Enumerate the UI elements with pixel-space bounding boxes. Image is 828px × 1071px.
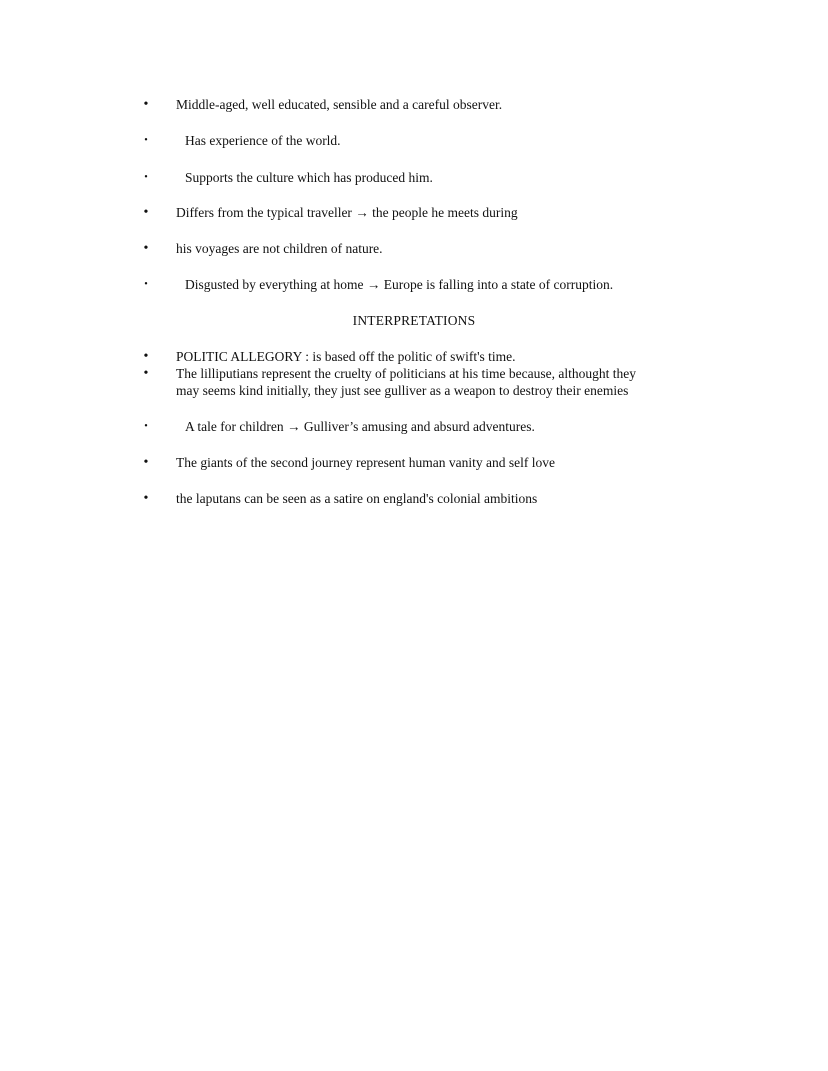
list-item-text: Supports the culture which has produced him. bbox=[185, 170, 433, 185]
list-item-text: may seems kind initially, they just see gulliver as a weapon to destroy their enemies bbox=[176, 383, 629, 398]
list-item bbox=[0, 96, 828, 114]
bullet: • bbox=[144, 421, 148, 432]
list-item-continuation bbox=[0, 382, 828, 400]
list-item bbox=[0, 418, 828, 436]
bullet: • bbox=[143, 366, 149, 381]
list-item-text: the laputans can be seen as a satire on england's colonial ambitions bbox=[176, 491, 538, 506]
section-heading: INTERPRETATIONS bbox=[352, 313, 476, 328]
bullet: • bbox=[143, 97, 149, 112]
list-item bbox=[0, 490, 828, 508]
list-item bbox=[0, 276, 828, 294]
list-item-text: his voyages are not children of nature. bbox=[176, 241, 383, 256]
bullet: • bbox=[143, 205, 149, 220]
list-item bbox=[0, 204, 828, 222]
list-item bbox=[0, 454, 828, 472]
list-item-text: Differs from the typical traveller → the people he meets during bbox=[176, 205, 518, 220]
bullet: • bbox=[144, 279, 148, 290]
list-item-text: The giants of the second journey represent human vanity and self love bbox=[176, 455, 556, 470]
bullet: • bbox=[144, 172, 148, 183]
list-item-text: The lilliputians represent the cruelty of politicians at his time because, althought they bbox=[176, 366, 636, 381]
bullet: • bbox=[143, 455, 149, 470]
bullet: • bbox=[143, 241, 149, 256]
list-item bbox=[0, 365, 828, 383]
bullet: • bbox=[144, 135, 148, 146]
list-item-text: POLITIC ALLEGORY : is based off the politic of swift's time. bbox=[176, 349, 516, 364]
list-item bbox=[0, 132, 828, 150]
list-item-text: Has experience of the world. bbox=[185, 133, 341, 148]
list-item bbox=[0, 169, 828, 187]
bullet: • bbox=[143, 491, 149, 506]
list-item bbox=[0, 240, 828, 258]
list-item-text: Disgusted by everything at home → Europe is falling into a state of corruption. bbox=[185, 277, 614, 292]
list-item-text: A tale for children → Gulliver’s amusing and absurd adventures. bbox=[185, 419, 535, 434]
list-item-text: Middle-aged, well educated, sensible and a careful observer. bbox=[176, 97, 503, 112]
list-item bbox=[0, 348, 828, 366]
bullet: • bbox=[143, 349, 149, 364]
